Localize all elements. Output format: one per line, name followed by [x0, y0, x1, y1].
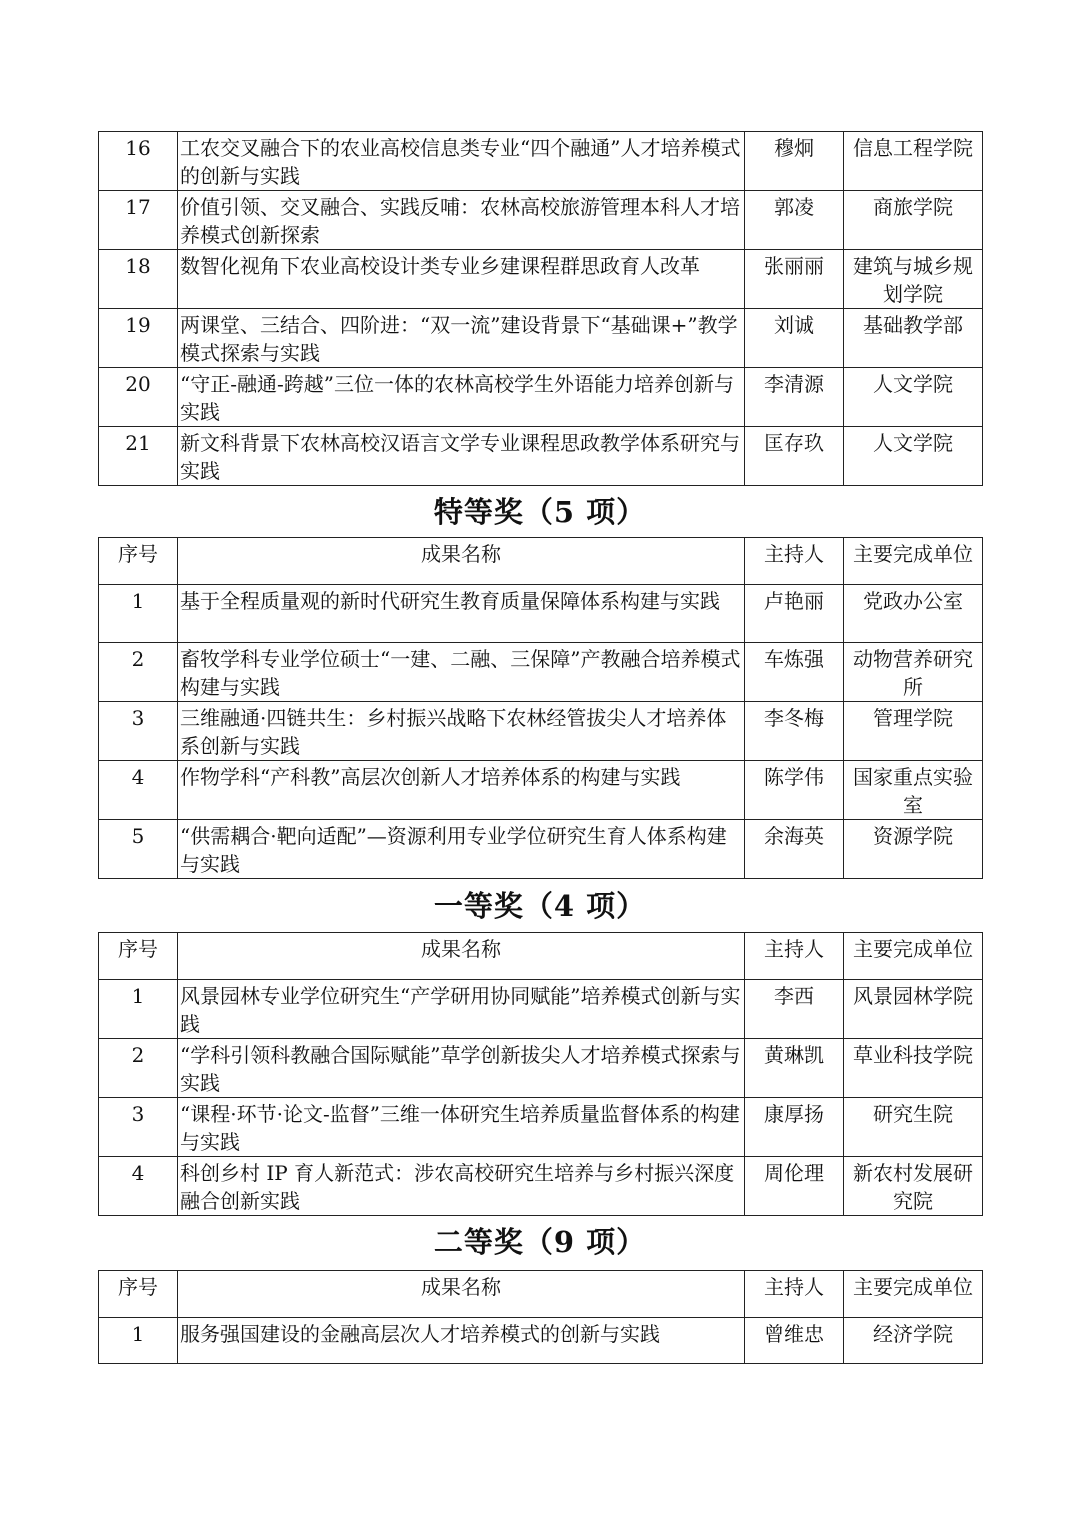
awards-table-second — [98, 1270, 983, 1364]
header-no: 序号 — [99, 933, 178, 980]
row-number: 21 — [99, 427, 178, 486]
host-name: 匡存玖 — [745, 427, 844, 486]
header-title: 成果名称 — [178, 933, 745, 980]
unit-name: 风景园林学院 — [844, 980, 983, 1039]
table-row — [99, 1039, 983, 1098]
header-no: 序号 — [99, 1271, 178, 1318]
host-name: 康厚扬 — [745, 1098, 844, 1157]
row-number: 17 — [99, 191, 178, 250]
header-host: 主持人 — [745, 1271, 844, 1318]
host-name: 穆炯 — [745, 132, 844, 191]
table-row — [99, 643, 983, 702]
row-number: 16 — [99, 132, 178, 191]
section-heading-first: 一等奖（4 项） — [433, 889, 647, 923]
header-no: 序号 — [99, 538, 178, 585]
host-name: 张丽丽 — [745, 250, 844, 309]
header-host: 主持人 — [745, 933, 844, 980]
section-heading-special: 特等奖（5 项） — [433, 495, 647, 529]
unit-name: 商旅学院 — [844, 191, 983, 250]
row-number: 4 — [99, 1157, 178, 1216]
unit-name: 经济学院 — [844, 1318, 983, 1364]
row-number: 2 — [99, 643, 178, 702]
awards-table-first — [98, 932, 983, 1216]
unit-name: 资源学院 — [844, 820, 983, 879]
unit-name: 建筑与城乡规划学院 — [844, 250, 983, 309]
row-number: 20 — [99, 368, 178, 427]
table-row — [99, 702, 983, 761]
unit-name: 信息工程学院 — [844, 132, 983, 191]
achievement-title: “课程·环节·论文-监督”三维一体研究生培养质量监督体系的构建与实践 — [178, 1098, 745, 1157]
row-number: 3 — [99, 702, 178, 761]
row-number: 3 — [99, 1098, 178, 1157]
host-name: 刘诚 — [745, 309, 844, 368]
achievement-title: 工农交叉融合下的农业高校信息类专业“四个融通”人才培养模式的创新与实践 — [178, 132, 745, 191]
achievement-title: 价值引领、交叉融合、实践反哺：农林高校旅游管理本科人才培养模式创新探索 — [178, 191, 745, 250]
unit-name: 基础教学部 — [844, 309, 983, 368]
row-number: 19 — [99, 309, 178, 368]
section-heading-second: 二等奖（9 项） — [433, 1225, 647, 1259]
achievement-title: 基于全程质量观的新时代研究生教育质量保障体系构建与实践 — [178, 585, 745, 643]
achievement-title: 风景园林专业学位研究生“产学研用协同赋能”培养模式创新与实践 — [178, 980, 745, 1039]
table-row — [99, 1157, 983, 1216]
unit-name: 人文学院 — [844, 427, 983, 486]
header-unit: 主要完成单位 — [844, 538, 983, 585]
achievement-title: 畜牧学科专业学位硕士“一建、二融、三保障”产教融合培养模式构建与实践 — [178, 643, 745, 702]
table-header-row — [99, 1271, 983, 1318]
first-body — [99, 933, 983, 1216]
table-row — [99, 585, 983, 643]
unit-name: 动物营养研究所 — [844, 643, 983, 702]
unit-name: 草业科技学院 — [844, 1039, 983, 1098]
host-name: 余海英 — [745, 820, 844, 879]
unit-name: 人文学院 — [844, 368, 983, 427]
header-unit: 主要完成单位 — [844, 933, 983, 980]
host-name: 卢艳丽 — [745, 585, 844, 643]
achievement-title: “守正-融通-跨越”三位一体的农林高校学生外语能力培养创新与实践 — [178, 368, 745, 427]
unit-name: 新农村发展研究院 — [844, 1157, 983, 1216]
row-number: 4 — [99, 761, 178, 820]
row-number: 18 — [99, 250, 178, 309]
row-number: 5 — [99, 820, 178, 879]
header-unit: 主要完成单位 — [844, 1271, 983, 1318]
unit-name: 管理学院 — [844, 702, 983, 761]
row-number: 1 — [99, 585, 178, 643]
host-name: 曾维忠 — [745, 1318, 844, 1364]
host-name: 李冬梅 — [745, 702, 844, 761]
table-header-row — [99, 933, 983, 980]
achievement-title: 作物学科“产科教”高层次创新人才培养体系的构建与实践 — [178, 761, 745, 820]
achievement-title: “学科引领科教融合国际赋能”草学创新拔尖人才培养模式探索与实践 — [178, 1039, 745, 1098]
unit-name: 国家重点实验室 — [844, 761, 983, 820]
header-host: 主持人 — [745, 538, 844, 585]
table-row — [99, 820, 983, 879]
table-row — [99, 980, 983, 1039]
row-number: 1 — [99, 1318, 178, 1364]
achievement-title: 数智化视角下农业高校设计类专业乡建课程群思政育人改革 — [178, 250, 745, 309]
header-title: 成果名称 — [178, 538, 745, 585]
unit-name: 研究生院 — [844, 1098, 983, 1157]
host-name: 李西 — [745, 980, 844, 1039]
host-name: 李清源 — [745, 368, 844, 427]
achievement-title: 服务强国建设的金融高层次人才培养模式的创新与实践 — [178, 1318, 745, 1364]
achievement-title: “供需耦合·靶向适配”—资源利用专业学位研究生育人体系构建与实践 — [178, 820, 745, 879]
header-title: 成果名称 — [178, 1271, 745, 1318]
table-row — [99, 309, 983, 368]
achievement-title: 新文科背景下农林高校汉语言文学专业课程思政教学体系研究与实践 — [178, 427, 745, 486]
table-row — [99, 761, 983, 820]
awards-table-continued — [98, 131, 983, 486]
unit-name: 党政办公室 — [844, 585, 983, 643]
awards-table-special — [98, 537, 983, 879]
table-header-row — [99, 538, 983, 585]
table-row — [99, 132, 983, 191]
host-name: 黄琳凯 — [745, 1039, 844, 1098]
table-row — [99, 1318, 983, 1364]
table-row — [99, 427, 983, 486]
second-body — [99, 1271, 983, 1364]
continued-body — [99, 132, 983, 486]
achievement-title: 两课堂、三结合、四阶进：“双一流”建设背景下“基础课+”教学模式探索与实践 — [178, 309, 745, 368]
table-row — [99, 191, 983, 250]
achievement-title: 三维融通·四链共生：乡村振兴战略下农林经管拔尖人才培养体系创新与实践 — [178, 702, 745, 761]
table-row — [99, 368, 983, 427]
host-name: 车炼强 — [745, 643, 844, 702]
table-row — [99, 250, 983, 309]
host-name: 陈学伟 — [745, 761, 844, 820]
host-name: 周伦理 — [745, 1157, 844, 1216]
row-number: 2 — [99, 1039, 178, 1098]
special-body — [99, 538, 983, 879]
host-name: 郭凌 — [745, 191, 844, 250]
achievement-title: 科创乡村 IP 育人新范式：涉农高校研究生培养与乡村振兴深度融合创新实践 — [178, 1157, 745, 1216]
row-number: 1 — [99, 980, 178, 1039]
table-row — [99, 1098, 983, 1157]
